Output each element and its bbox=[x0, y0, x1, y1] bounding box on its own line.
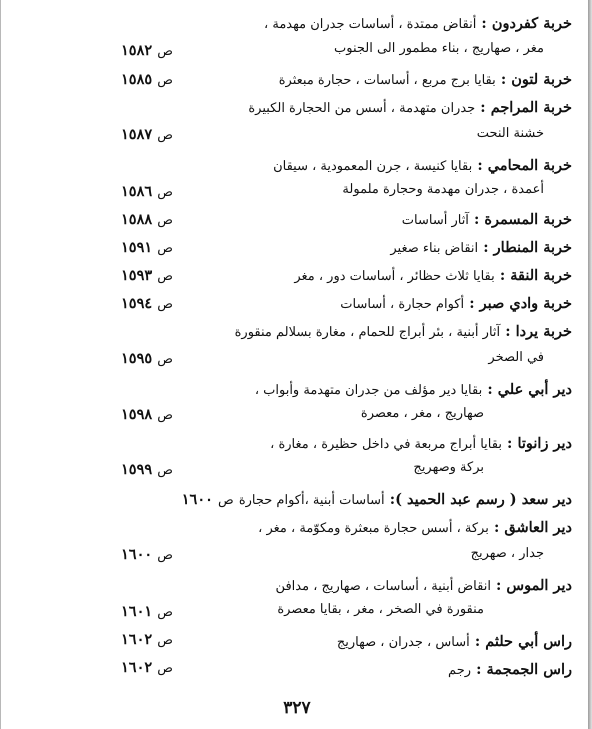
page-reference: ص ١٥٩١ bbox=[121, 239, 173, 256]
page-reference: ص ١٥٨٦ bbox=[121, 183, 173, 200]
entry-continuation: صهاريج ، مغر ، معصرة bbox=[360, 406, 484, 421]
entry-description: أكوام حجارة ، أساسات bbox=[340, 297, 465, 312]
page-edge-shadow bbox=[588, 0, 592, 729]
entry-khirbet-kafrdun bbox=[264, 15, 572, 32]
entry-description: أساسات أبنية ،أكوام حجارة bbox=[238, 493, 385, 508]
entry-khirbet-an-naqqa bbox=[294, 267, 572, 284]
entry-name: دير أبي علي : bbox=[487, 381, 572, 398]
entry-continuation: جدار ، صهريج bbox=[470, 546, 544, 561]
entry-name: خربة المنطار : bbox=[483, 239, 572, 256]
page-reference: ص ١٥٨٨ bbox=[121, 211, 173, 228]
entry-name: دير العاشق : bbox=[493, 519, 572, 536]
entry-deir-abi-ali bbox=[255, 381, 572, 398]
page-reference: ص ١٥٩٨ bbox=[121, 406, 173, 423]
entry-ras-al-jumjuma bbox=[448, 661, 572, 678]
entry-name: خربة وادي صبر : bbox=[469, 295, 572, 312]
entry-description: بقايا دير مؤلف من جدران متهدمة وأبواب ، bbox=[254, 383, 483, 398]
entry-description: آثار أبنية ، بئر أبراج للحمام ، مغارة بسلالم منقورة bbox=[234, 325, 501, 340]
entry-description: رجم bbox=[448, 663, 472, 678]
entry-name: خربة المسمرة : bbox=[474, 211, 572, 228]
entry-continuation: بركة وصهريج bbox=[413, 460, 484, 475]
entry-khirbet-wadi-sabr bbox=[340, 295, 572, 312]
page-reference: ص ١٥٨٧ bbox=[121, 126, 173, 143]
entry-description: بقايا برج مربع ، أساسات ، حجارة مبعثرة bbox=[278, 73, 496, 88]
entry-khirbet-al-mahami bbox=[273, 157, 572, 174]
entry-name: دير زانوتا : bbox=[507, 435, 572, 452]
entry-description: بركة ، أسس حجارة مبعثرة ومكوّمة ، مغر ، bbox=[258, 521, 489, 536]
entry-description: أساس ، جدران ، صهاريج bbox=[336, 635, 470, 650]
page-reference-label: ص bbox=[218, 493, 234, 508]
entry-deir-saad bbox=[182, 491, 572, 508]
entry-description: جدران متهدمة ، أسس من الحجارة الكبيرة bbox=[248, 101, 476, 116]
page-reference: ص ١٥٩٩ bbox=[121, 461, 173, 478]
page-reference: ص ١٥٩٤ bbox=[121, 295, 173, 312]
entry-khirbet-al-marajim bbox=[248, 99, 572, 116]
page-reference: ص ١٦٠١ bbox=[121, 603, 173, 620]
page-reference: ص ١٥٨٥ bbox=[121, 71, 173, 88]
entry-deir-al-ashiq bbox=[258, 519, 572, 536]
entry-description: انقاض بناء صغير bbox=[390, 241, 479, 256]
entry-deir-zanuta bbox=[270, 435, 572, 452]
page-reference: ص ١٦٠٢ bbox=[121, 631, 173, 648]
entry-continuation: في الصخر bbox=[488, 350, 544, 365]
page-reference: ص ١٥٩٥ bbox=[121, 350, 173, 367]
entry-description: بقايا أبراج مربعة في داخل حظيرة ، مغارة ، bbox=[270, 437, 502, 452]
entry-name: راس أبي حلثم : bbox=[474, 633, 572, 650]
entry-description: أنقاض ممتدة ، أساسات جدران مهدمة ، bbox=[264, 17, 477, 32]
page-reference: ص ١٥٨٢ bbox=[121, 42, 173, 59]
entry-name: خربة المحامي : bbox=[477, 157, 572, 174]
page-reference: ص ١٥٩٣ bbox=[121, 267, 173, 284]
entry-continuation: منقورة في الصخر ، مغر ، بقايا معصرة bbox=[277, 602, 484, 617]
page-reference: ص ١٦٠٠ bbox=[121, 546, 173, 563]
entry-name: خربة النقة : bbox=[499, 267, 572, 284]
entry-ras-abi-halthum bbox=[337, 633, 572, 650]
entry-description: انقاض أبنية ، أساسات ، صهاريج ، مدافن bbox=[275, 579, 491, 594]
entry-name: دير الموس : bbox=[496, 577, 572, 594]
entry-khirbet-al-musammara bbox=[402, 211, 572, 228]
entry-name: خربة يردا : bbox=[505, 323, 572, 340]
entry-khirbet-al-mintar bbox=[390, 239, 572, 256]
entry-name: دير سعد ( رسم عبد الحميد ): bbox=[389, 491, 572, 508]
entry-continuation: أعمدة ، جدران مهدمة وحجارة ملمولة bbox=[342, 182, 544, 197]
page-reference-number: ١٦٠٠ bbox=[181, 491, 213, 508]
entry-continuation: مغر ، صهاريج ، بناء مطمور الى الجنوب bbox=[333, 41, 544, 56]
entry-continuation: خشنة النحت bbox=[476, 126, 544, 141]
entry-name: خربة كفردون : bbox=[481, 15, 572, 32]
page-number: ٣٢٧ bbox=[283, 698, 311, 718]
entry-description: آثار أساسات bbox=[401, 213, 469, 228]
entry-name: خربة لتون : bbox=[500, 71, 572, 88]
entry-description: بقايا ثلاث حظائر ، أساسات دور ، مغر bbox=[294, 269, 495, 284]
entry-khirbet-yarda bbox=[235, 323, 572, 340]
entry-name: خربة المراجم : bbox=[480, 99, 572, 116]
entry-description: بقايا كنيسة ، جرن المعمودية ، سيقان bbox=[273, 159, 473, 174]
entry-name: راس الجمجمة : bbox=[476, 661, 572, 678]
page-reference: ص ١٦٠٢ bbox=[121, 659, 173, 676]
entry-deir-al-mus bbox=[276, 577, 572, 594]
entry-khirbet-latun bbox=[279, 71, 572, 88]
